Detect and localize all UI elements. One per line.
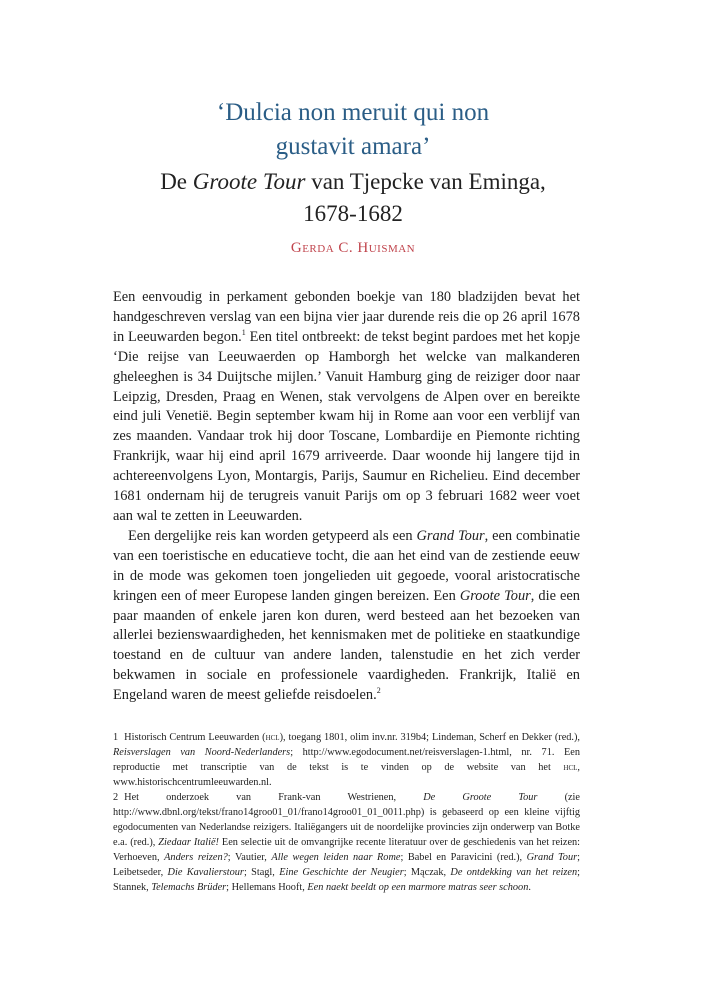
title-line-1: ‘Dulcia non meruit qui non [216,99,490,126]
body-text [113,288,580,706]
p2-text-c: , die een paar maanden of enkele jaren kon duren, werd besteed aan het bezoeken van allerlei bezienswaardigheden, het kennismaken met de politieke en staatkundige toestand en de cultuur van andere landen, talenstudie en het zich verder bekwamen in sociale en professionele vaardigheden. Frankrijk, Italië en Engeland waren de meest geliefde reisdoelen. [113,587,580,704]
fn2-italic-5: Grand Tour [526,852,578,863]
footnote-ref-2[interactable]: 2 [376,686,381,696]
fn2-text-f: ; Leibetseder, [113,852,580,878]
fn2-italic-6: Die Kavalierstour [167,867,244,878]
footnotes [113,730,580,895]
article-title [0,96,706,164]
article-subtitle [0,166,706,230]
footnote-ref-1[interactable]: 1 [241,328,246,338]
fn2-italic-8: De ontdekking van het reizen [450,867,578,878]
fn2-text-c: Een selectie uit de omvangrijke recente literatuur over de geschiedenis van het reizen: Verhoeven, [113,837,581,863]
fn2-italic-9: Telemachs Brüder [151,882,227,893]
fn1-abbrev-1: hcl [265,732,280,743]
author-name: Gerda C. Huisman [290,240,416,256]
fn2-text-k: ; Hellemans Hooft, [226,882,308,893]
fn1-abbrev-2: hcl [563,762,578,773]
fn2-text-g: ; Stagl, [243,867,280,878]
footnote-1 [113,730,580,790]
subtitle-italic: Groote Tour [192,169,306,194]
fn2-text-h: ; Mączak, [403,867,451,878]
p2-text-b: , een combinatie van een toeristische en educatieve tocht, die aan het eind van de zestiende eeuw in de mode was gekomen toen jongelieden uit gegoede, vooral aristocratische kringen een of meer Europese landen gingen bereizen. Een [113,527,580,604]
fn2-text-b: (zie http://www.dbnl.org/tekst/frano14groo01_01/frano14groo01_01_0011.php) is gebaseerd op een kleine vijftig egodocumenten van Nederlandse reizigers. Italiëgangers uit de noordelijke provincies zijn onderwerp van Botke e.a. (red.), [113,792,580,848]
fn2-italic-7: Eine Geschichte der Neugier [279,867,404,878]
footnote-1-number: 1 [113,732,119,743]
fn2-text-e: ; Babel en Paravicini (red.), [400,852,527,863]
fn2-text-j: ; Stannek, [113,867,580,893]
fn2-italic-2: Ziedaar Italië! [158,837,219,848]
p1-text-a: Een eenvoudig in perkament gebonden boekje van 180 bladzijden bevat het handgeschreven verslag van een bijna vier jaar durende reis die op 26 april 1678 in Leeuwarden begon. [113,289,580,345]
fn2-text-d: ; Vautier, [227,852,272,863]
fn1-text-d: , www.historischcentrumleeuwarden.nl. [113,762,580,788]
fn2-italic-10: Een naekt beeldt op een marmore matras seer schoon [307,882,529,893]
footnote-2-number: 2 [113,792,119,803]
p1-text-b: Een titel ontbreekt: de tekst begint pardoes met het kopje ‘Die reijse van Leeuwaerden op Hamborgh het welcke van malkanderen gheleeghen is 34 Duijtsche mijlen.’ Vanuit Hamburg ging de reiziger door naar Leipzig, Dresden, Praag en Wenen, stak vervolgens de Alpen over en bereikte eind juli Venetië. Begin september kwam hij in Rome aan voor een verblijf van zes maanden. Vandaar trok hij door Toscane, Lombardije en Piemonte richting Frankrijk, waar hij eind april 1679 arriveerde. Daar woonde hij langere tijd in achtereenvolgens Lyon, Montargis, Parijs, Saumur en Richelieu. Eind december 1681 ondernam hij de terugreis vanuit Parijs om op 3 februari 1682 weer voet aan wal te zetten in Leeuwarden. [113,328,581,524]
p2-italic-grand-tour: Grand Tour [416,527,485,544]
paragraph-1 [113,288,580,527]
fn2-italic-4: Alle wegen leiden naar Rome [271,852,401,863]
p2-italic-groote-tour: Groote Tour [459,587,531,604]
subtitle-suffix: van Tjepcke van Eminga, [305,169,546,194]
fn1-text-b: ), toegang 1801, olim inv.nr. 319b4; Lindeman, Scherf en Dekker (red.), [279,732,580,743]
title-line-2: gustavit amara’ [275,133,431,160]
title-block [0,96,706,257]
fn2-text-l: . [528,882,531,893]
fn1-text-a: Historisch Centrum Leeuwarden ( [124,732,266,743]
fn2-italic-1: De Groote Tour [423,792,538,803]
footnote-2 [113,790,580,895]
subtitle-years: 1678-1682 [303,201,403,226]
fn2-italic-3: Anders reizen? [164,852,228,863]
fn1-italic: Reisverslagen van Noord-Nederlanders [113,747,291,758]
subtitle-prefix: De [160,169,193,194]
fn1-text-c: ; http://www.egodocument.net/reisverslagen-1.html, nr. 71. Een reproductie met transcriptie van de tekst is te vinden op de website van het [113,747,580,773]
p2-text-a: Een dergelijke reis kan worden getypeerd als een [128,527,417,544]
fn2-text-a: Het onderzoek van Frank-van Westrienen, [124,792,424,803]
paragraph-2 [113,527,580,706]
